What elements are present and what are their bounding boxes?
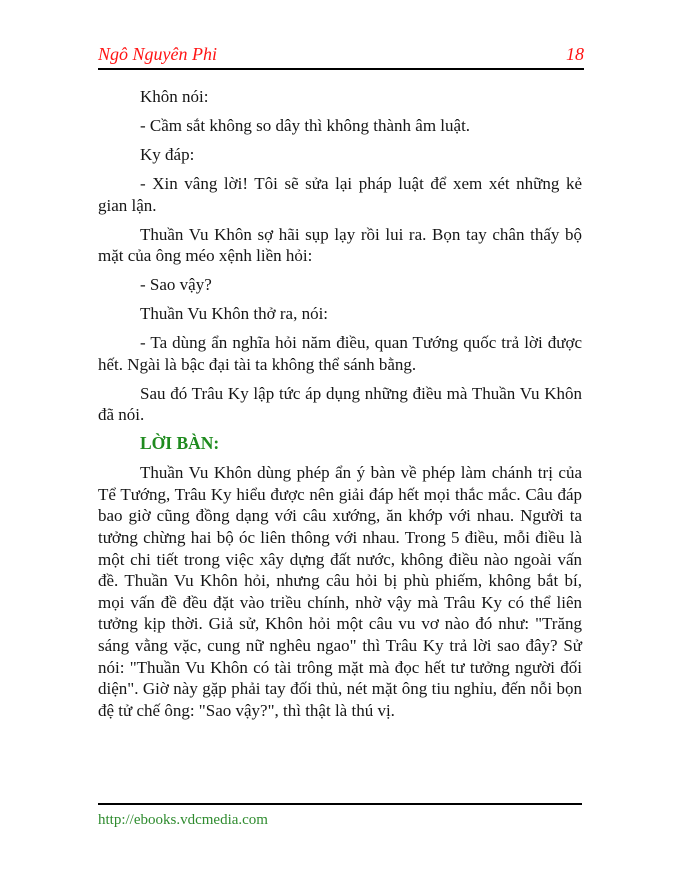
paragraph: - Sao vậy? <box>140 275 212 295</box>
section-heading: LỜI BÀN: <box>140 433 220 454</box>
page-header <box>98 44 584 70</box>
paragraph: Khôn nói: <box>140 87 209 106</box>
paragraph: Sau đó Trâu Ky lập tức áp dụng những điều mà Thuần Vu Khôn đã nói. <box>98 383 582 425</box>
page-footer <box>98 803 582 829</box>
paragraph: Ky đáp: <box>140 144 195 164</box>
header-page-number: 18 <box>566 44 584 64</box>
header-author: Ngô Nguyên Phi <box>98 44 217 64</box>
paragraph: Thuần Vu Khôn thở ra, nói: <box>140 304 329 324</box>
paragraph: - Xin vâng lời! Tôi sẽ sửa lại pháp luật để xem xét những kẻ gian lận. <box>98 173 582 215</box>
commentary-paragraph: Thuần Vu Khôn dùng phép ẩn ý bàn về phép làm chánh trị của Tể Tướng, Trâu Ky hiểu được nên giải đáp hết mọi thắc mắc. Câu đáp bao giờ cũng đồng dạng với câu xướng, ăn khớp với nhau. Người ta tưởng chừng hai bộ óc liên thông với nhau. Trong 5 điều, mỗi điều là một chi tiết trong việc xây dựng đất nước, không điều nào ngoài vấn đề. Thuần Vu Khôn hỏi, nhưng câu hỏi bị phù phiếm, không bắt bí, mọi vấn đề đều đặt vào triều chính, nhờ vậy mà Trâu Ky có thể liên tưởng kịp thời. Giả sử, Khôn hỏi một câu vu vơ nào đó như: "Trăng sáng vằng vặc, cung nữ nghêu ngao" thì Trâu Ky trả lời sao đây? Sử nói: "Thuần Vu Khôn có tài trông mặt mà đọc hết tư tưởng người đối diện". Giờ này gặp phải tay đối thủ, nét mặt ông tiu nghỉu, đến nỗi bọn đệ tử chế ông: "Sao vậy?", thì thật là thú vị. <box>98 463 582 720</box>
footer-url-link[interactable]: http://ebooks.vdcmedia.com <box>98 812 268 828</box>
page-body <box>98 86 582 729</box>
paragraph: - Ta dùng ẩn nghĩa hỏi năm điều, quan Tướng quốc trả lời được hết. Ngài là bậc đại tài ta không thể sánh bằng. <box>98 333 582 374</box>
paragraph: - Cầm sắt không so dây thì không thành âm luật. <box>140 115 471 135</box>
paragraph: Thuần Vu Khôn sợ hãi sụp lạy rồi lui ra. Bọn tay chân thấy bộ mặt của ông méo xệnh liền hỏi: <box>98 224 582 266</box>
